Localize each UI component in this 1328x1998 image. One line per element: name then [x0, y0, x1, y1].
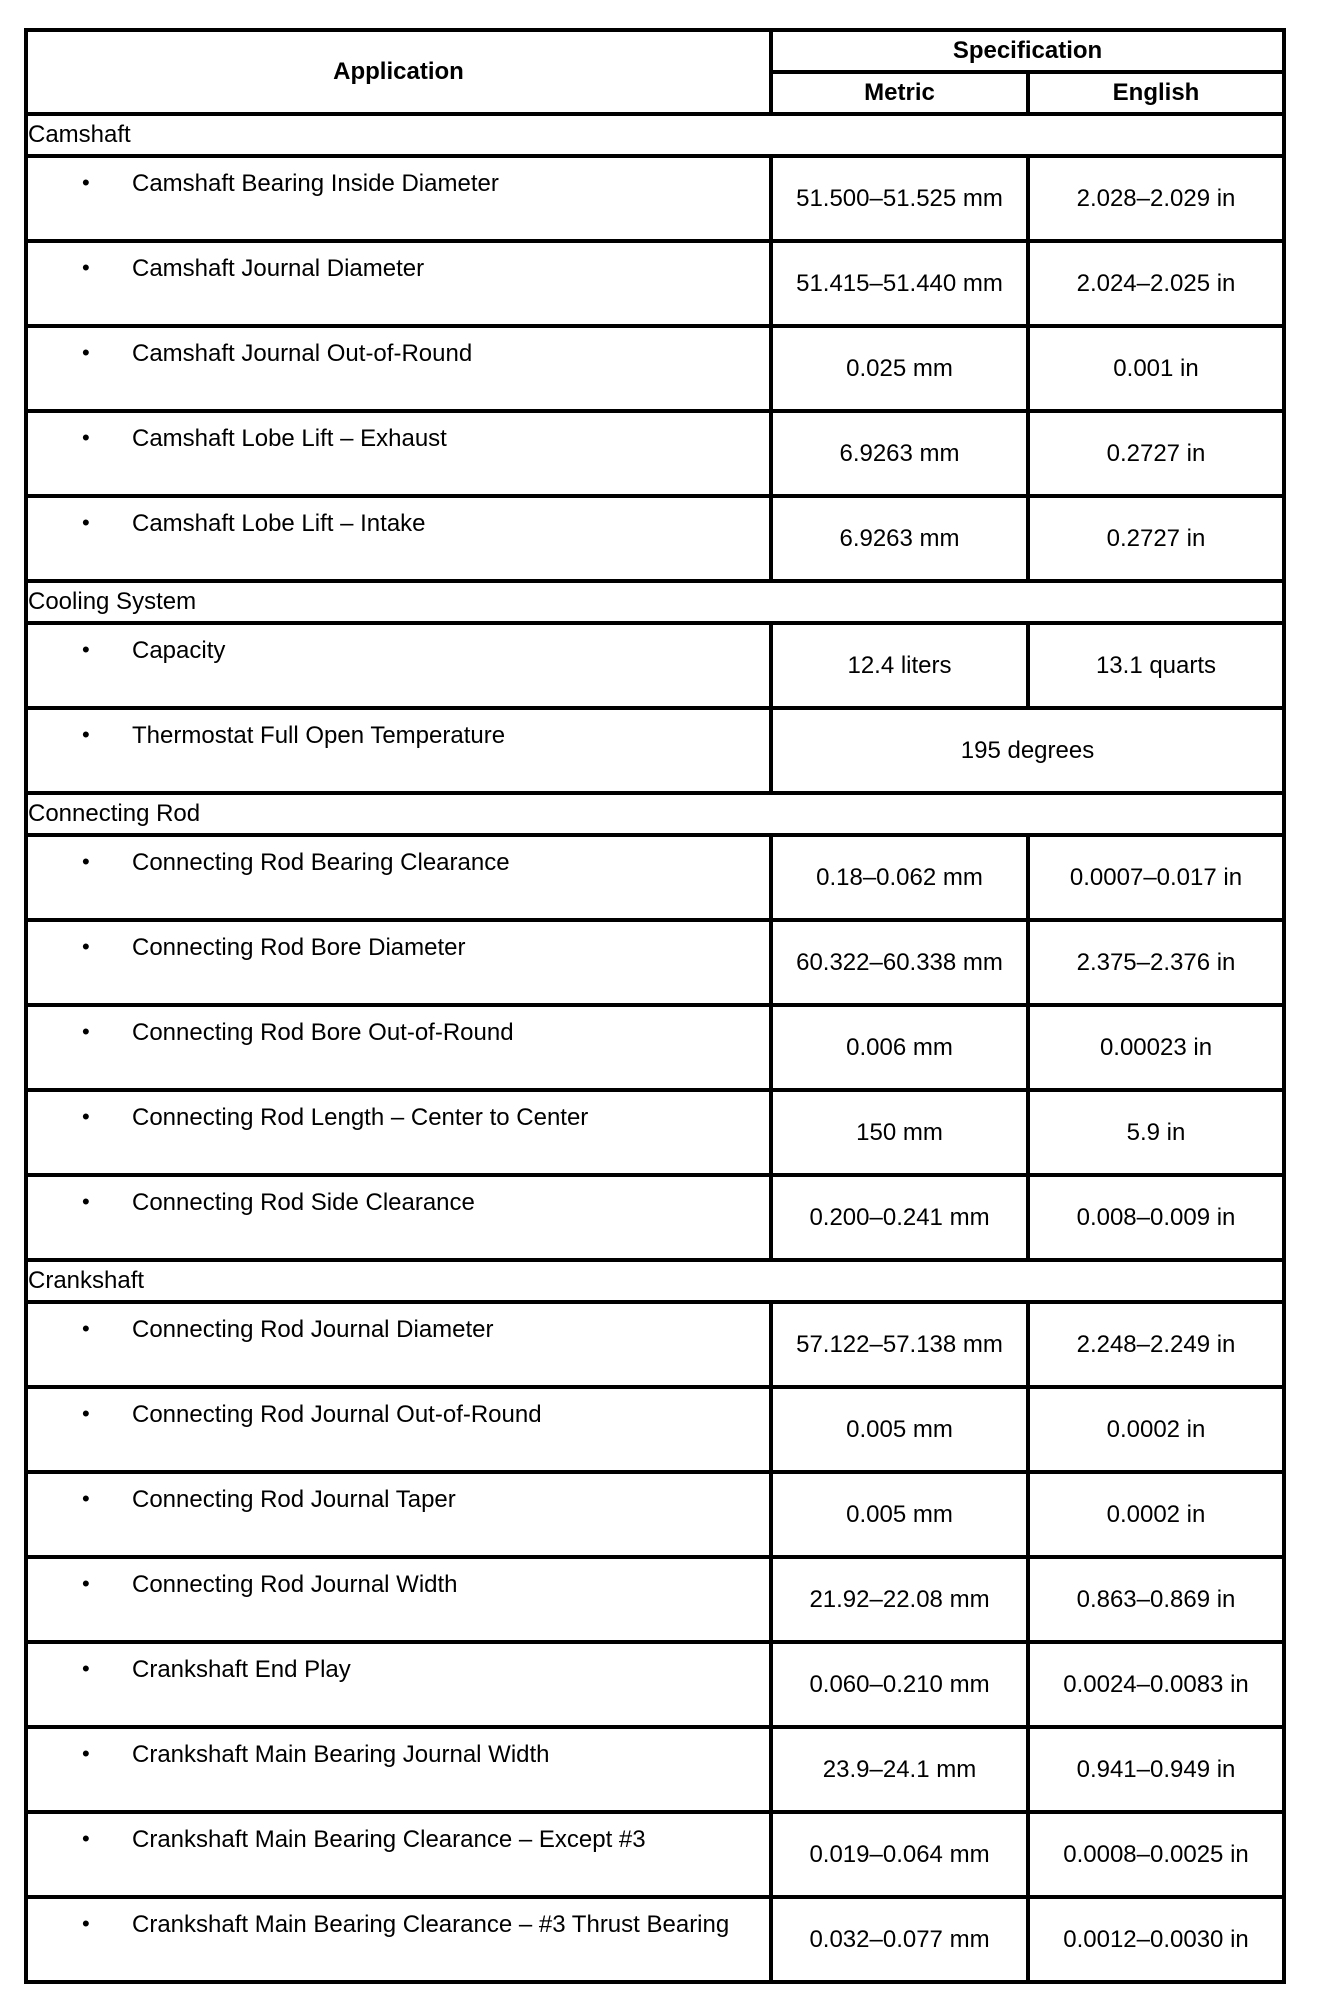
bullet-icon: • — [82, 425, 90, 450]
bullet-icon: • — [82, 510, 90, 535]
bullet-icon: • — [82, 1019, 90, 1044]
table-row — [26, 241, 1284, 326]
item-label: Connecting Rod Journal Taper — [132, 1486, 456, 1513]
metric-value-cell: 6.9263 mm — [771, 496, 1028, 581]
english-value-cell: 0.001 in — [1028, 326, 1284, 411]
english-value-cell: 0.941–0.949 in — [1028, 1727, 1284, 1812]
section-row — [26, 1260, 1284, 1302]
table-row — [26, 1557, 1284, 1642]
item-label: Crankshaft Main Bearing Clearance – Except #3 — [132, 1826, 646, 1853]
table-row — [26, 496, 1284, 581]
metric-value-cell: 0.019–0.064 mm — [771, 1812, 1028, 1897]
bullet-icon: • — [82, 1104, 90, 1129]
table-row — [26, 1727, 1284, 1812]
application-cell — [26, 835, 771, 920]
section-title: Crankshaft — [26, 1260, 1284, 1302]
english-value-cell: 13.1 quarts — [1028, 623, 1284, 708]
section-title: Camshaft — [26, 114, 1284, 156]
application-cell — [26, 1642, 771, 1727]
application-cell — [26, 1812, 771, 1897]
specification-table — [24, 28, 1286, 1984]
table-row — [26, 411, 1284, 496]
application-cell — [26, 411, 771, 496]
table-row — [26, 1387, 1284, 1472]
item-label: Thermostat Full Open Temperature — [132, 722, 506, 749]
metric-value-cell: 6.9263 mm — [771, 411, 1028, 496]
table-row — [26, 1812, 1284, 1897]
metric-header: Metric — [771, 72, 1028, 114]
english-value-cell: 0.00023 in — [1028, 1005, 1284, 1090]
item-label: Camshaft Journal Out-of-Round — [132, 340, 473, 367]
english-value-cell: 0.0002 in — [1028, 1387, 1284, 1472]
metric-value-cell: 0.005 mm — [771, 1387, 1028, 1472]
item-label: Camshaft Lobe Lift – Intake — [132, 510, 426, 537]
table-row — [26, 326, 1284, 411]
section-title: Connecting Rod — [26, 793, 1284, 835]
english-value-cell: 0.863–0.869 in — [1028, 1557, 1284, 1642]
english-header: English — [1028, 72, 1284, 114]
metric-value-cell: 12.4 liters — [771, 623, 1028, 708]
table-row — [26, 1642, 1284, 1727]
item-label: Camshaft Lobe Lift – Exhaust — [132, 425, 447, 452]
item-label: Connecting Rod Journal Width — [132, 1571, 458, 1598]
item-label: Capacity — [132, 637, 226, 664]
metric-value-cell: 0.060–0.210 mm — [771, 1642, 1028, 1727]
table-row — [26, 920, 1284, 1005]
application-cell — [26, 1175, 771, 1260]
application-cell — [26, 156, 771, 241]
english-value-cell: 5.9 in — [1028, 1090, 1284, 1175]
english-value-cell: 0.008–0.009 in — [1028, 1175, 1284, 1260]
metric-value-cell: 0.200–0.241 mm — [771, 1175, 1028, 1260]
bullet-icon: • — [82, 1316, 90, 1341]
item-label: Connecting Rod Side Clearance — [132, 1189, 475, 1216]
english-value-cell: 0.2727 in — [1028, 496, 1284, 581]
metric-value-cell: 51.500–51.525 mm — [771, 156, 1028, 241]
bullet-icon: • — [82, 1401, 90, 1426]
table-row — [26, 1302, 1284, 1387]
section-row — [26, 793, 1284, 835]
item-label: Connecting Rod Bearing Clearance — [132, 849, 510, 876]
section-row — [26, 114, 1284, 156]
english-value-cell: 0.2727 in — [1028, 411, 1284, 496]
english-value-cell: 0.0012–0.0030 in — [1028, 1897, 1284, 1982]
metric-value-cell: 0.18–0.062 mm — [771, 835, 1028, 920]
metric-value-cell: 0.005 mm — [771, 1472, 1028, 1557]
item-label: Connecting Rod Bore Out-of-Round — [132, 1019, 514, 1046]
application-cell — [26, 1387, 771, 1472]
english-value-cell: 2.248–2.249 in — [1028, 1302, 1284, 1387]
english-value-cell: 2.028–2.029 in — [1028, 156, 1284, 241]
bullet-icon: • — [82, 1911, 90, 1936]
item-label: Crankshaft Main Bearing Journal Width — [132, 1741, 550, 1768]
application-cell — [26, 623, 771, 708]
table-row — [26, 1897, 1284, 1982]
bullet-icon: • — [82, 170, 90, 195]
bullet-icon: • — [82, 722, 90, 747]
table-row — [26, 623, 1284, 708]
application-cell — [26, 1472, 771, 1557]
bullet-icon: • — [82, 934, 90, 959]
section-title: Cooling System — [26, 581, 1284, 623]
table-row — [26, 1090, 1284, 1175]
specification-header: Specification — [771, 30, 1284, 72]
item-label: Connecting Rod Journal Diameter — [132, 1316, 494, 1343]
metric-value-cell: 0.006 mm — [771, 1005, 1028, 1090]
metric-value-cell: 57.122–57.138 mm — [771, 1302, 1028, 1387]
application-cell — [26, 1897, 771, 1982]
bullet-icon: • — [82, 255, 90, 280]
application-cell — [26, 708, 771, 793]
application-cell — [26, 496, 771, 581]
application-header: Application — [26, 30, 771, 114]
metric-value-cell: 60.322–60.338 mm — [771, 920, 1028, 1005]
item-label: Connecting Rod Journal Out-of-Round — [132, 1401, 542, 1428]
item-label: Camshaft Bearing Inside Diameter — [132, 170, 499, 197]
table-row — [26, 1472, 1284, 1557]
metric-value-cell: 21.92–22.08 mm — [771, 1557, 1028, 1642]
application-cell — [26, 1090, 771, 1175]
bullet-icon: • — [82, 637, 90, 662]
bullet-icon: • — [82, 849, 90, 874]
metric-value-cell: 23.9–24.1 mm — [771, 1727, 1028, 1812]
metric-value-cell: 0.032–0.077 mm — [771, 1897, 1028, 1982]
table-row — [26, 835, 1284, 920]
application-cell — [26, 1005, 771, 1090]
bullet-icon: • — [82, 340, 90, 365]
application-cell — [26, 920, 771, 1005]
item-label: Crankshaft End Play — [132, 1656, 351, 1683]
bullet-icon: • — [82, 1826, 90, 1851]
combined-value-cell: 195 degrees — [771, 708, 1284, 793]
section-row — [26, 581, 1284, 623]
table-row — [26, 708, 1284, 793]
metric-value-cell: 150 mm — [771, 1090, 1028, 1175]
bullet-icon: • — [82, 1571, 90, 1596]
application-cell — [26, 1302, 771, 1387]
english-value-cell: 0.0007–0.017 in — [1028, 835, 1284, 920]
table-row — [26, 156, 1284, 241]
metric-value-cell: 0.025 mm — [771, 326, 1028, 411]
item-label: Crankshaft Main Bearing Clearance – #3 Thrust Bearing — [132, 1911, 730, 1938]
item-label: Connecting Rod Length – Center to Center — [132, 1104, 589, 1131]
bullet-icon: • — [82, 1741, 90, 1766]
bullet-icon: • — [82, 1656, 90, 1681]
bullet-icon: • — [82, 1189, 90, 1214]
english-value-cell: 0.0002 in — [1028, 1472, 1284, 1557]
application-cell — [26, 326, 771, 411]
english-value-cell: 0.0008–0.0025 in — [1028, 1812, 1284, 1897]
english-value-cell: 2.024–2.025 in — [1028, 241, 1284, 326]
application-cell — [26, 241, 771, 326]
english-value-cell: 0.0024–0.0083 in — [1028, 1642, 1284, 1727]
metric-value-cell: 51.415–51.440 mm — [771, 241, 1028, 326]
bullet-icon: • — [82, 1486, 90, 1511]
item-label: Camshaft Journal Diameter — [132, 255, 425, 282]
application-cell — [26, 1727, 771, 1812]
english-value-cell: 2.375–2.376 in — [1028, 920, 1284, 1005]
item-label: Connecting Rod Bore Diameter — [132, 934, 466, 961]
table-row — [26, 1175, 1284, 1260]
application-cell — [26, 1557, 771, 1642]
table-row — [26, 1005, 1284, 1090]
